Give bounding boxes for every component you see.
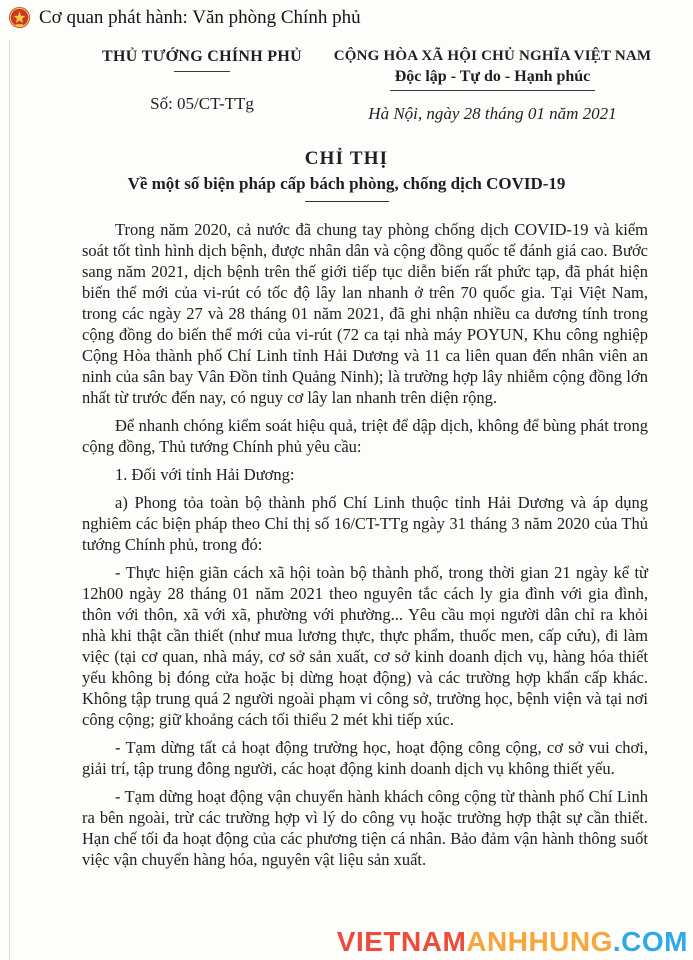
motto-divider — [390, 90, 595, 91]
body-paragraph: 1. Đối với tỉnh Hải Dương: — [115, 465, 295, 484]
body-paragraph: - Tạm dừng hoạt động vận chuyển hành khách công cộng từ thành phố Chí Linh ra bên ngoài, trừ các trường hợp vì lý do công vụ hoặc trường hợp thật sự cần thiết. Hạn chế tối đa hoạt động của các phương tiện cá nhân. Bảo đảm vận hành thông suốt việc vận chuyển hàng hóa, nguyên vật liệu sản xuất. — [82, 787, 648, 869]
national-motto: Độc lập - Tự do - Hạnh phúc — [394, 68, 591, 85]
watermark — [337, 926, 688, 958]
body-paragraph: - Tạm dừng tất cả hoạt động trường học, hoạt động công cộng, cơ sở vui chơi, giải trí, tập trung đông người, các hoạt động kinh doanh dịch vụ không thiết yếu. — [82, 738, 648, 778]
title-divider — [305, 201, 389, 202]
document-title: CHỈ THỊ — [304, 148, 389, 169]
title-block — [0, 148, 693, 202]
body-paragraph: a) Phong tỏa toàn bộ thành phố Chí Linh thuộc tỉnh Hải Dương và áp dụng nghiêm các biện pháp theo Chỉ thị số 16/CT-TTg ngày 31 tháng 3 năm 2020 của Thủ tướng Chính phủ, trong đó: — [82, 493, 648, 554]
place-and-date: Hà Nội, ngày 28 tháng 01 năm 2021 — [368, 104, 617, 123]
document-body — [82, 219, 648, 870]
header-issuer-column — [82, 48, 322, 124]
publisher-bar — [8, 6, 361, 29]
body-paragraph: Để nhanh chóng kiểm soát hiệu quả, triệt để dập dịch, không để bùng phát trong cộng đồng, Thủ tướng Chính phủ yêu cầu: — [82, 416, 648, 456]
country-title: CỘNG HÒA XÃ HỘI CHỦ NGHĨA VIỆT NAM — [333, 48, 652, 64]
document-number: Số: 05/CT-TTg — [150, 94, 254, 113]
vietnam-emblem-icon — [8, 6, 31, 29]
watermark-segment: .COM — [612, 926, 688, 957]
scan-edge-line — [9, 40, 10, 960]
publisher-label: Cơ quan phát hành: Văn phòng Chính phủ — [39, 6, 361, 28]
issuer-name: THỦ TƯỚNG CHÍNH PHỦ — [102, 48, 302, 65]
watermark-segment: VIETNAM — [336, 926, 467, 957]
body-paragraph: - Thực hiện giãn cách xã hội toàn bộ thành phố, trong thời gian 21 ngày kể từ 12h00 ngày 28 tháng 01 năm 2021 theo nguyên tắc cách ly gia đình với gia đình, thôn với thôn, xã với xã, phường với phường... Yêu cầu mọi người dân chỉ ra khỏi nhà khi thật cần thiết (như mua lương thực, thực phẩm, thuốc men, cấp cứu), đi làm việc (tại cơ quan, nhà máy, cơ sở sản xuất, cơ sở kinh doanh dịch vụ, hàng hóa thiết yếu không bị đóng cửa hoặc bị dừng hoạt động) và các trường hợp khẩn cấp khác. Không tập trung quá 2 người ngoài phạm vi công sở, trường học, bệnh viện và tại nơi công cộng; giữ khoảng cách tối thiểu 2 mét khi tiếp xúc. — [82, 563, 648, 729]
document-header — [82, 48, 663, 124]
issuer-divider — [174, 71, 230, 72]
document-subtitle: Về một số biện pháp cấp bách phòng, chống dịch COVID-19 — [127, 174, 566, 193]
watermark-segment: ANHHUNG — [466, 926, 613, 957]
header-national-column — [322, 48, 663, 124]
body-paragraph: Trong năm 2020, cả nước đã chung tay phòng chống dịch COVID-19 và kiểm soát tốt tình hình dịch bệnh, được nhân dân và cộng đồng quốc tế đánh giá cao. Bước sang năm 2021, dịch bệnh trên thế giới tiếp tục diễn biến rất phức tạp, đã phát hiện biến thể mới của vi-rút có tốc độ lây lan nhanh ở trên 70 quốc gia. Tại Việt Nam, trong các ngày 27 và 28 tháng 01 năm 2021, đã ghi nhận nhiều ca dương tính trong cộng đồng do biến thể mới của vi-rút (72 ca tại nhà máy POYUN, Khu công nghiệp Cộng Hòa thành phố Chí Linh tỉnh Hải Dương và 11 ca liên quan đến nhân viên an ninh của sân bay Vân Đồn tỉnh Quảng Ninh); là trường hợp lây nhiễm cộng đồng lớn nhất từ trước đến nay, có nguy cơ lây lan nhanh trên diện rộng. — [82, 220, 648, 407]
